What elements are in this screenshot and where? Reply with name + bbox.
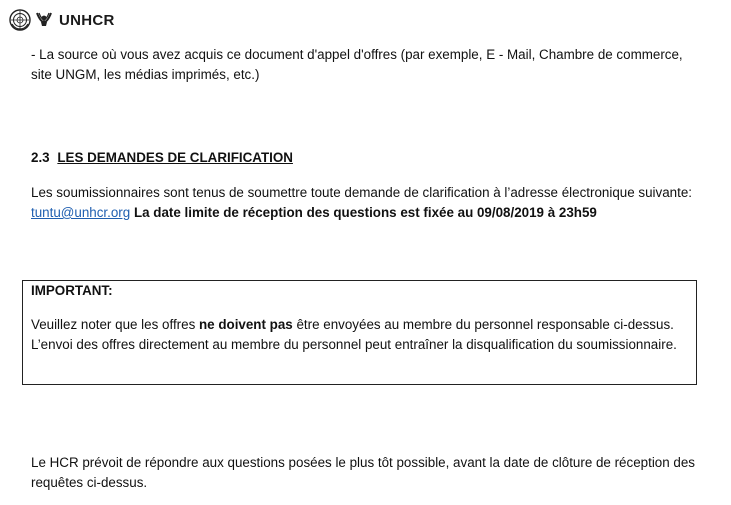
section-title: LES DEMANDES DE CLARIFICATION [57,150,293,165]
clarification-intro: Les soumissionnaires sont tenus de soumettre toute demande de clarification à l’adresse électronique suivante: [31,185,692,200]
un-emblem-icon [9,9,31,31]
closing-paragraph: Le HCR prévoit de répondre aux questions posées le plus tôt possible, avant la date de clôture de réception des requêtes ci-dessus. [31,455,695,490]
important-text [31,315,681,355]
unhcr-emblem-icon [33,9,55,31]
source-paragraph: - La source où vous avez acquis ce document d'appel d'offres (par exemple, E - Mail, Chambre de commerce, site UNGM, les médias imprimés, etc.) [31,47,683,82]
important-text-after: être envoyées au membre du personnel responsable ci-dessus. L’envoi des offres directement au membre du personnel peut entraîner la disqualification du soumissionnaire. [31,317,677,352]
section-number: 2.3 [31,150,50,165]
important-text-before: Veuillez noter que les offres [31,317,199,332]
important-box [22,280,697,385]
document-header [9,9,115,31]
org-name: UNHCR [59,11,115,29]
email-link[interactable]: tuntu@unhcr.org [31,205,131,220]
section-heading [31,150,293,165]
important-text-bold: ne doivent pas [198,317,293,332]
deadline-text: La date limite de réception des questions est fixée au 09/08/2019 à 23h59 [130,205,597,220]
important-title: IMPORTANT: [31,283,113,298]
clarification-paragraph [31,183,699,223]
